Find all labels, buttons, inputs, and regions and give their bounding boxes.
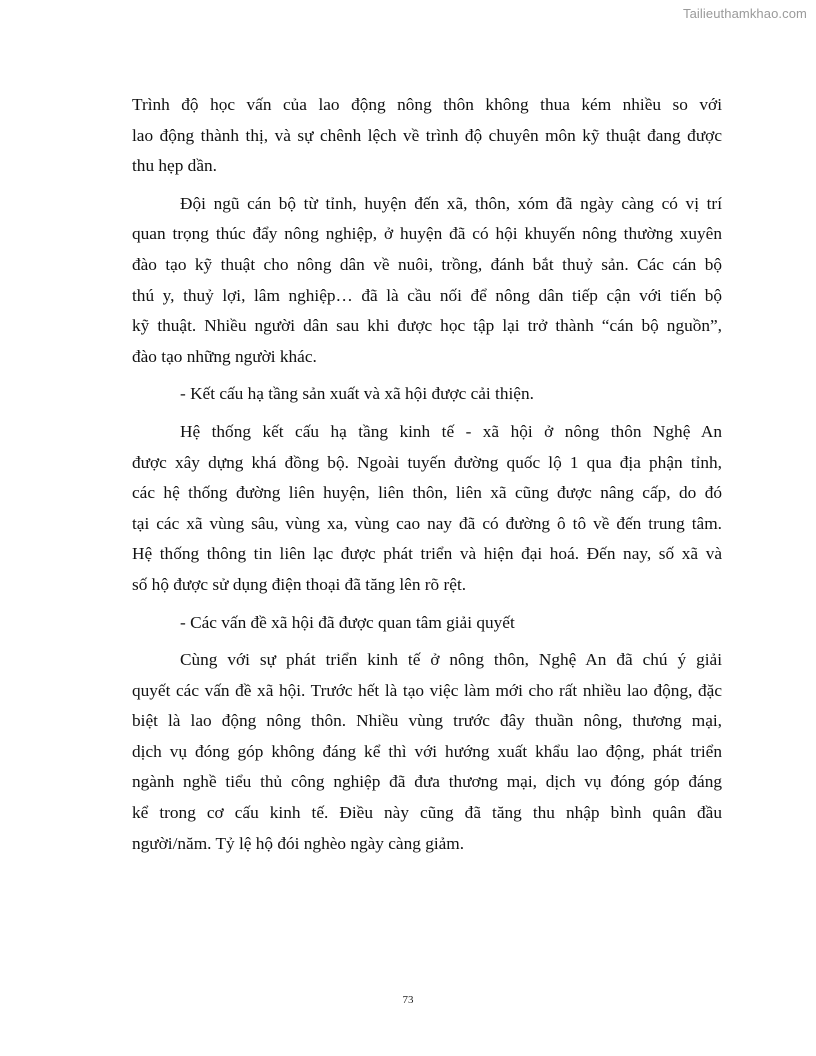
text-line: dịch vụ đóng góp không đáng kể thì với hướng xuất khẩu lao động, phát triển (132, 741, 722, 761)
text-line: - Các vấn đề xã hội đã được quan tâm giải quyết (180, 612, 515, 632)
document-body (132, 90, 722, 859)
text-line: Trình độ học vấn của lao động nông thôn không thua kém nhiều so với (132, 95, 722, 114)
text-line: đào tạo những người khác. (132, 346, 317, 366)
paragraph-social-issues (132, 645, 722, 859)
paragraph-infrastructure (132, 417, 722, 601)
page-number: 73 (402, 994, 414, 1006)
text-line: lao động thành thị, và sự chênh lệch về trình độ chuyên môn kỹ thuật đang được (132, 125, 722, 145)
text-line: thu hẹp dần. (132, 156, 217, 176)
text-line: quyết các vấn đề xã hội. Trước hết là tạo việc làm mới cho rất nhiều lao động, đặc (132, 680, 722, 700)
text-line: biệt là lao động nông thôn. Nhiều vùng trước đây thuần nông, thương mại, (132, 711, 722, 731)
text-line: người/năm. Tỷ lệ hộ đói nghèo ngày càng giảm. (132, 833, 465, 853)
text-line: quan trọng thúc đẩy nông nghiệp, ở huyện đã có hội khuyến nông thường xuyên (132, 224, 722, 244)
text-line: - Kết cấu hạ tầng sản xuất và xã hội được cải thiện. (180, 384, 534, 404)
text-line: ngành nghề tiểu thủ công nghiệp đã đưa thương mại, dịch vụ đóng góp đáng (132, 772, 722, 792)
watermark: Tailieuthamkhao.com (682, 6, 807, 21)
heading-infrastructure (132, 379, 722, 410)
text-line: kỹ thuật. Nhiều người dân sau khi được học tập lại trở thành “cán bộ nguồn”, (132, 316, 722, 336)
text-line: đào tạo kỹ thuật cho nông dân về nuôi, trồng, đánh bắt thuỷ sản. Các cán bộ (132, 254, 722, 274)
text-line: Cùng với sự phát triển kinh tế ở nông thôn, Nghệ An đã chú ý giải (180, 650, 722, 670)
heading-social-issues (132, 608, 722, 639)
text-line: Hệ thống thông tin liên lạc được phát triển và hiện đại hoá. Đến nay, số xã và (132, 544, 722, 564)
text-line: Đội ngũ cán bộ từ tỉnh, huyện đến xã, thôn, xóm đã ngày càng có vị trí (180, 193, 722, 213)
text-line: kể trong cơ cấu kinh tế. Điều này cũng đã tăng thu nhập bình quân đầu (132, 803, 722, 823)
paragraph-cadres (132, 189, 722, 373)
text-line: thú y, thuỷ lợi, lâm nghiệp… đã là cầu nối để nông dân tiếp cận với tiến bộ (132, 285, 722, 305)
text-line: các hệ thống đường liên huyện, liên thôn, liên xã cũng được nâng cấp, do đó (132, 483, 722, 503)
text-line: Hệ thống kết cấu hạ tầng kinh tế - xã hội ở nông thôn Nghệ An (180, 421, 722, 441)
text-line: được xây dựng khá đồng bộ. Ngoài tuyến đường quốc lộ 1 qua địa phận tỉnh, (132, 452, 722, 472)
text-line: số hộ được sử dụng điện thoại đã tăng lên rõ rệt. (132, 574, 467, 594)
paragraph-education (132, 90, 722, 182)
text-line: tại các xã vùng sâu, vùng xa, vùng cao nay đã có đường ô tô về đến trung tâm. (132, 513, 722, 533)
